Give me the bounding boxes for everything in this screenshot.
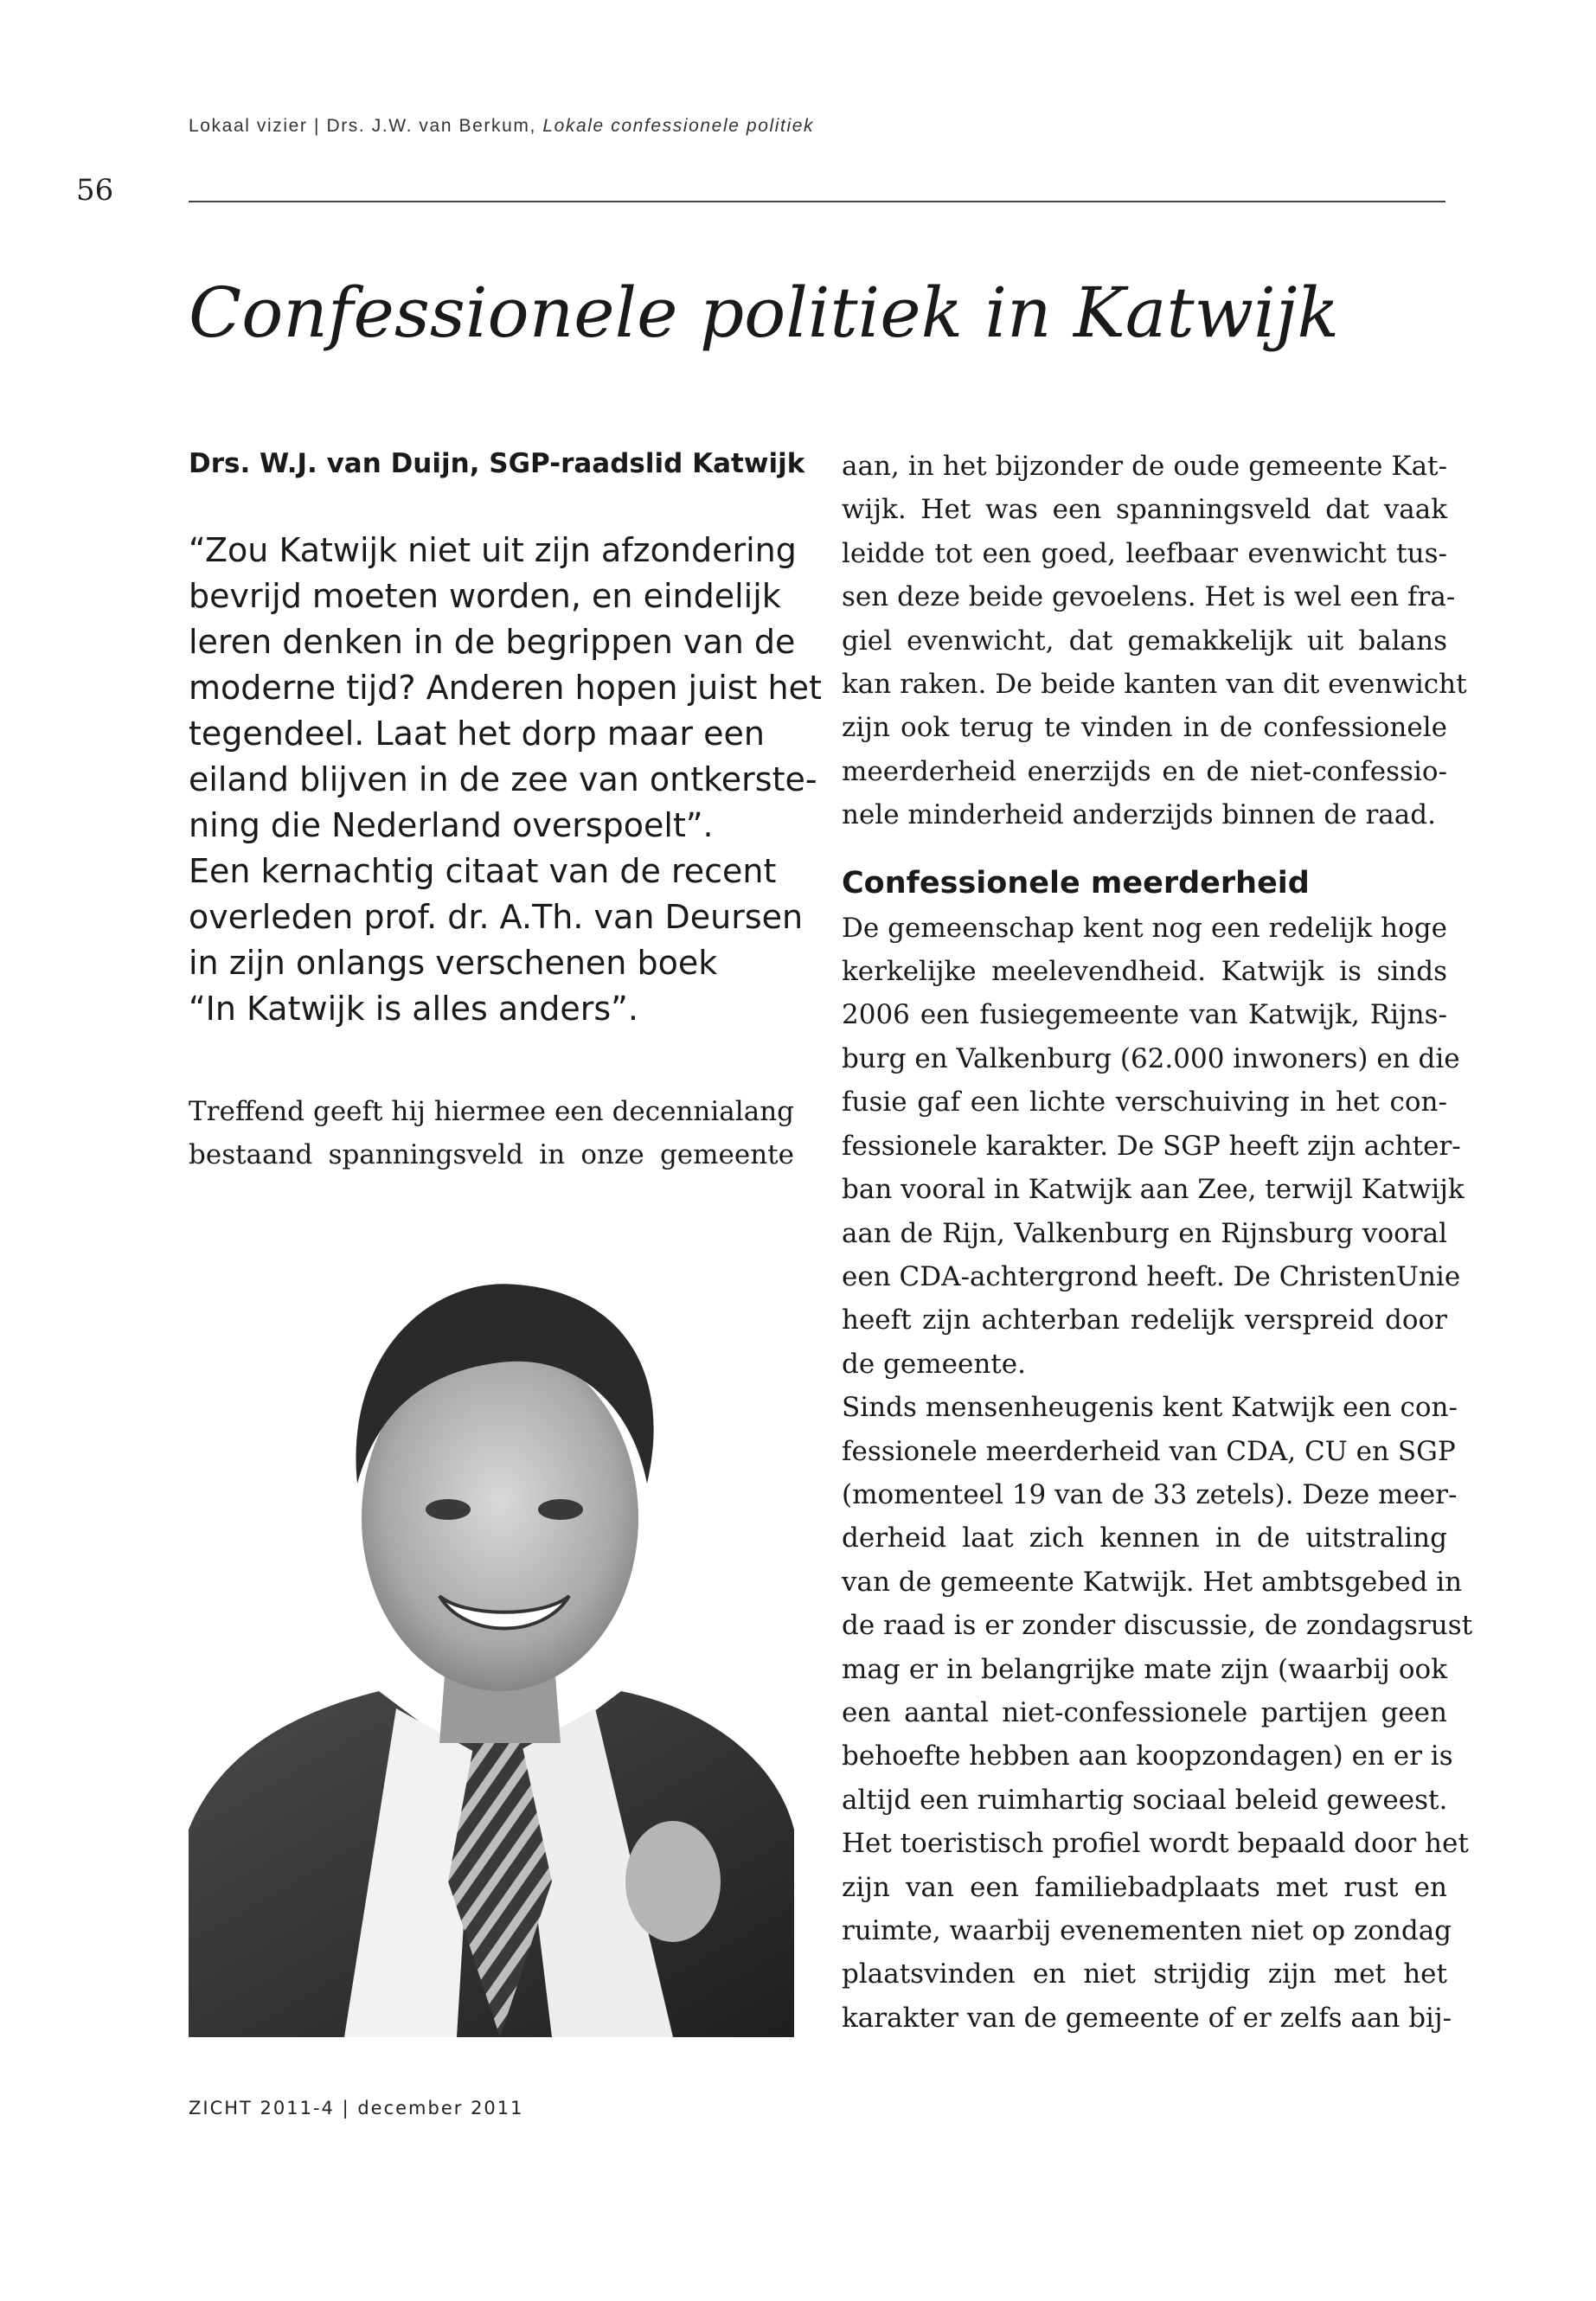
lead-line: eiland blijven in de zee van ontkerste- [189,760,817,798]
body-line: de raad is er zonder discussie, de zondagsrust [842,1610,1473,1642]
body-line: heeft zijn achterban redelijk verspreid door [842,1304,1447,1336]
body-line: De gemeenschap kent nog een redelijk hoge [842,912,1447,944]
running-head-text: Lokaal vizier | Drs. J.W. van Berkum, [189,116,536,136]
article-title: Confessionele politiek in Katwijk [189,272,1339,353]
portrait-photo [189,1224,794,2037]
body-line: aan de Rijn, Valkenburg en Rijnsburg vooral [842,1217,1447,1249]
lead-line: moderne tijd? Anderen hopen juist het [189,669,822,707]
body-line: de gemeente. [842,1348,1026,1380]
body-line: sen deze beide gevoelens. Het is wel een fra- [842,581,1456,613]
body-line: behoefte hebben aan koopzondagen) en er is [842,1740,1453,1772]
right-column [842,445,1473,2040]
body-line: zijn van een familiebadplaats met rust en [842,1871,1447,1903]
lead-line: bevrijd moeten worden, en eindelijk [189,577,781,615]
body-line: ban vooral in Katwijk aan Zee, terwijl Katwijk [842,1174,1465,1206]
body-line: kerkelijke meelevendheid. Katwijk is sinds [842,956,1447,988]
body-line: derheid laat zich kennen in de uitstraling [842,1522,1447,1554]
body-line: 2006 een fusiegemeente van Katwijk, Rijns- [842,999,1447,1031]
intro-paragraph [842,445,1467,837]
body-line: kan raken. De beide kanten van dit evenwicht [842,669,1467,701]
lead-quote [189,528,822,1032]
body-line: fessionele meerderheid van CDA, CU en SGP [842,1435,1456,1467]
body-line: ruimte, waarbij evenementen niet op zondag [842,1915,1452,1946]
body-line: (momenteel 19 van de 33 zetels). Deze meer- [842,1478,1458,1510]
section-paragraph [842,907,1465,1386]
body-line: Sinds mensenheugenis kent Katwijk een con- [842,1392,1458,1424]
body-line: bestaand spanningsveld in onze gemeente [189,1139,794,1170]
body-line: een aantal niet-confessionele partijen geen [842,1696,1447,1728]
running-head-italic: Lokale confessionele politiek [542,116,815,136]
article-author: Drs. W.J. van Duijn, SGP-raadslid Katwijk [189,448,805,479]
body-line: meerderheid enerzijds en de niet-confessio- [842,755,1447,787]
body-line: nele minderheid anderzijds binnen de raad. [842,799,1436,831]
left-body-text [189,1090,794,1176]
lead-line: leren denken in de begrippen van de [189,623,796,661]
second-paragraph [842,1386,1473,2040]
lead-line: tegendeel. Laat het dorp maar een [189,715,765,753]
section-heading: Confessionele meerderheid [842,865,1310,901]
running-head [189,116,814,137]
lead-line: ning die Nederland overspoelt”. [189,806,714,844]
body-line: altijd een ruimhartig sociaal beleid geweest. [842,1784,1448,1816]
body-line: Het toeristisch profiel wordt bepaald door het [842,1828,1469,1860]
page-footer: ZICHT 2011-4 | december 2011 [189,2098,524,2118]
lead-line: Een kernachtig citaat van de recent [189,852,777,890]
body-line: aan, in het bijzonder de oude gemeente Kat- [842,451,1447,482]
lead-line: “In Katwijk is alles anders”. [189,990,638,1028]
body-line: wijk. Het was een spanningsveld dat vaak [842,494,1447,526]
body-line: burg en Valkenburg (62.000 inwoners) en die [842,1042,1460,1074]
lead-line: overleden prof. dr. A.Th. van Deursen [189,898,804,936]
body-line: mag er in belangrijke mate zijn (waarbij ook [842,1653,1447,1685]
body-line: Treffend geeft hij hiermee een decennialang [189,1096,794,1127]
body-line: fusie gaf een lichte verschuiving in het con- [842,1086,1447,1118]
body-line: fessionele karakter. De SGP heeft zijn achter- [842,1130,1461,1162]
header-rule [189,201,1445,202]
page-number: 56 [76,173,114,208]
body-line: karakter van de gemeente of er zelfs aan bij- [842,2002,1452,2034]
body-line: zijn ook terug te vinden in de confessionele [842,712,1447,744]
body-line: giel evenwicht, dat gemakkelijk uit balans [842,625,1447,657]
lead-line: “Zou Katwijk niet uit zijn afzondering [189,531,797,569]
body-line: leidde tot een goed, leefbaar evenwicht tus- [842,537,1447,569]
body-line: plaatsvinden en niet strijdig zijn met het [842,1958,1447,1990]
body-line: van de gemeente Katwijk. Het ambtsgebed in [842,1566,1463,1598]
body-line: een CDA-achtergrond heeft. De ChristenUnie [842,1260,1461,1292]
lead-line: in zijn onlangs verschenen boek [189,944,718,982]
